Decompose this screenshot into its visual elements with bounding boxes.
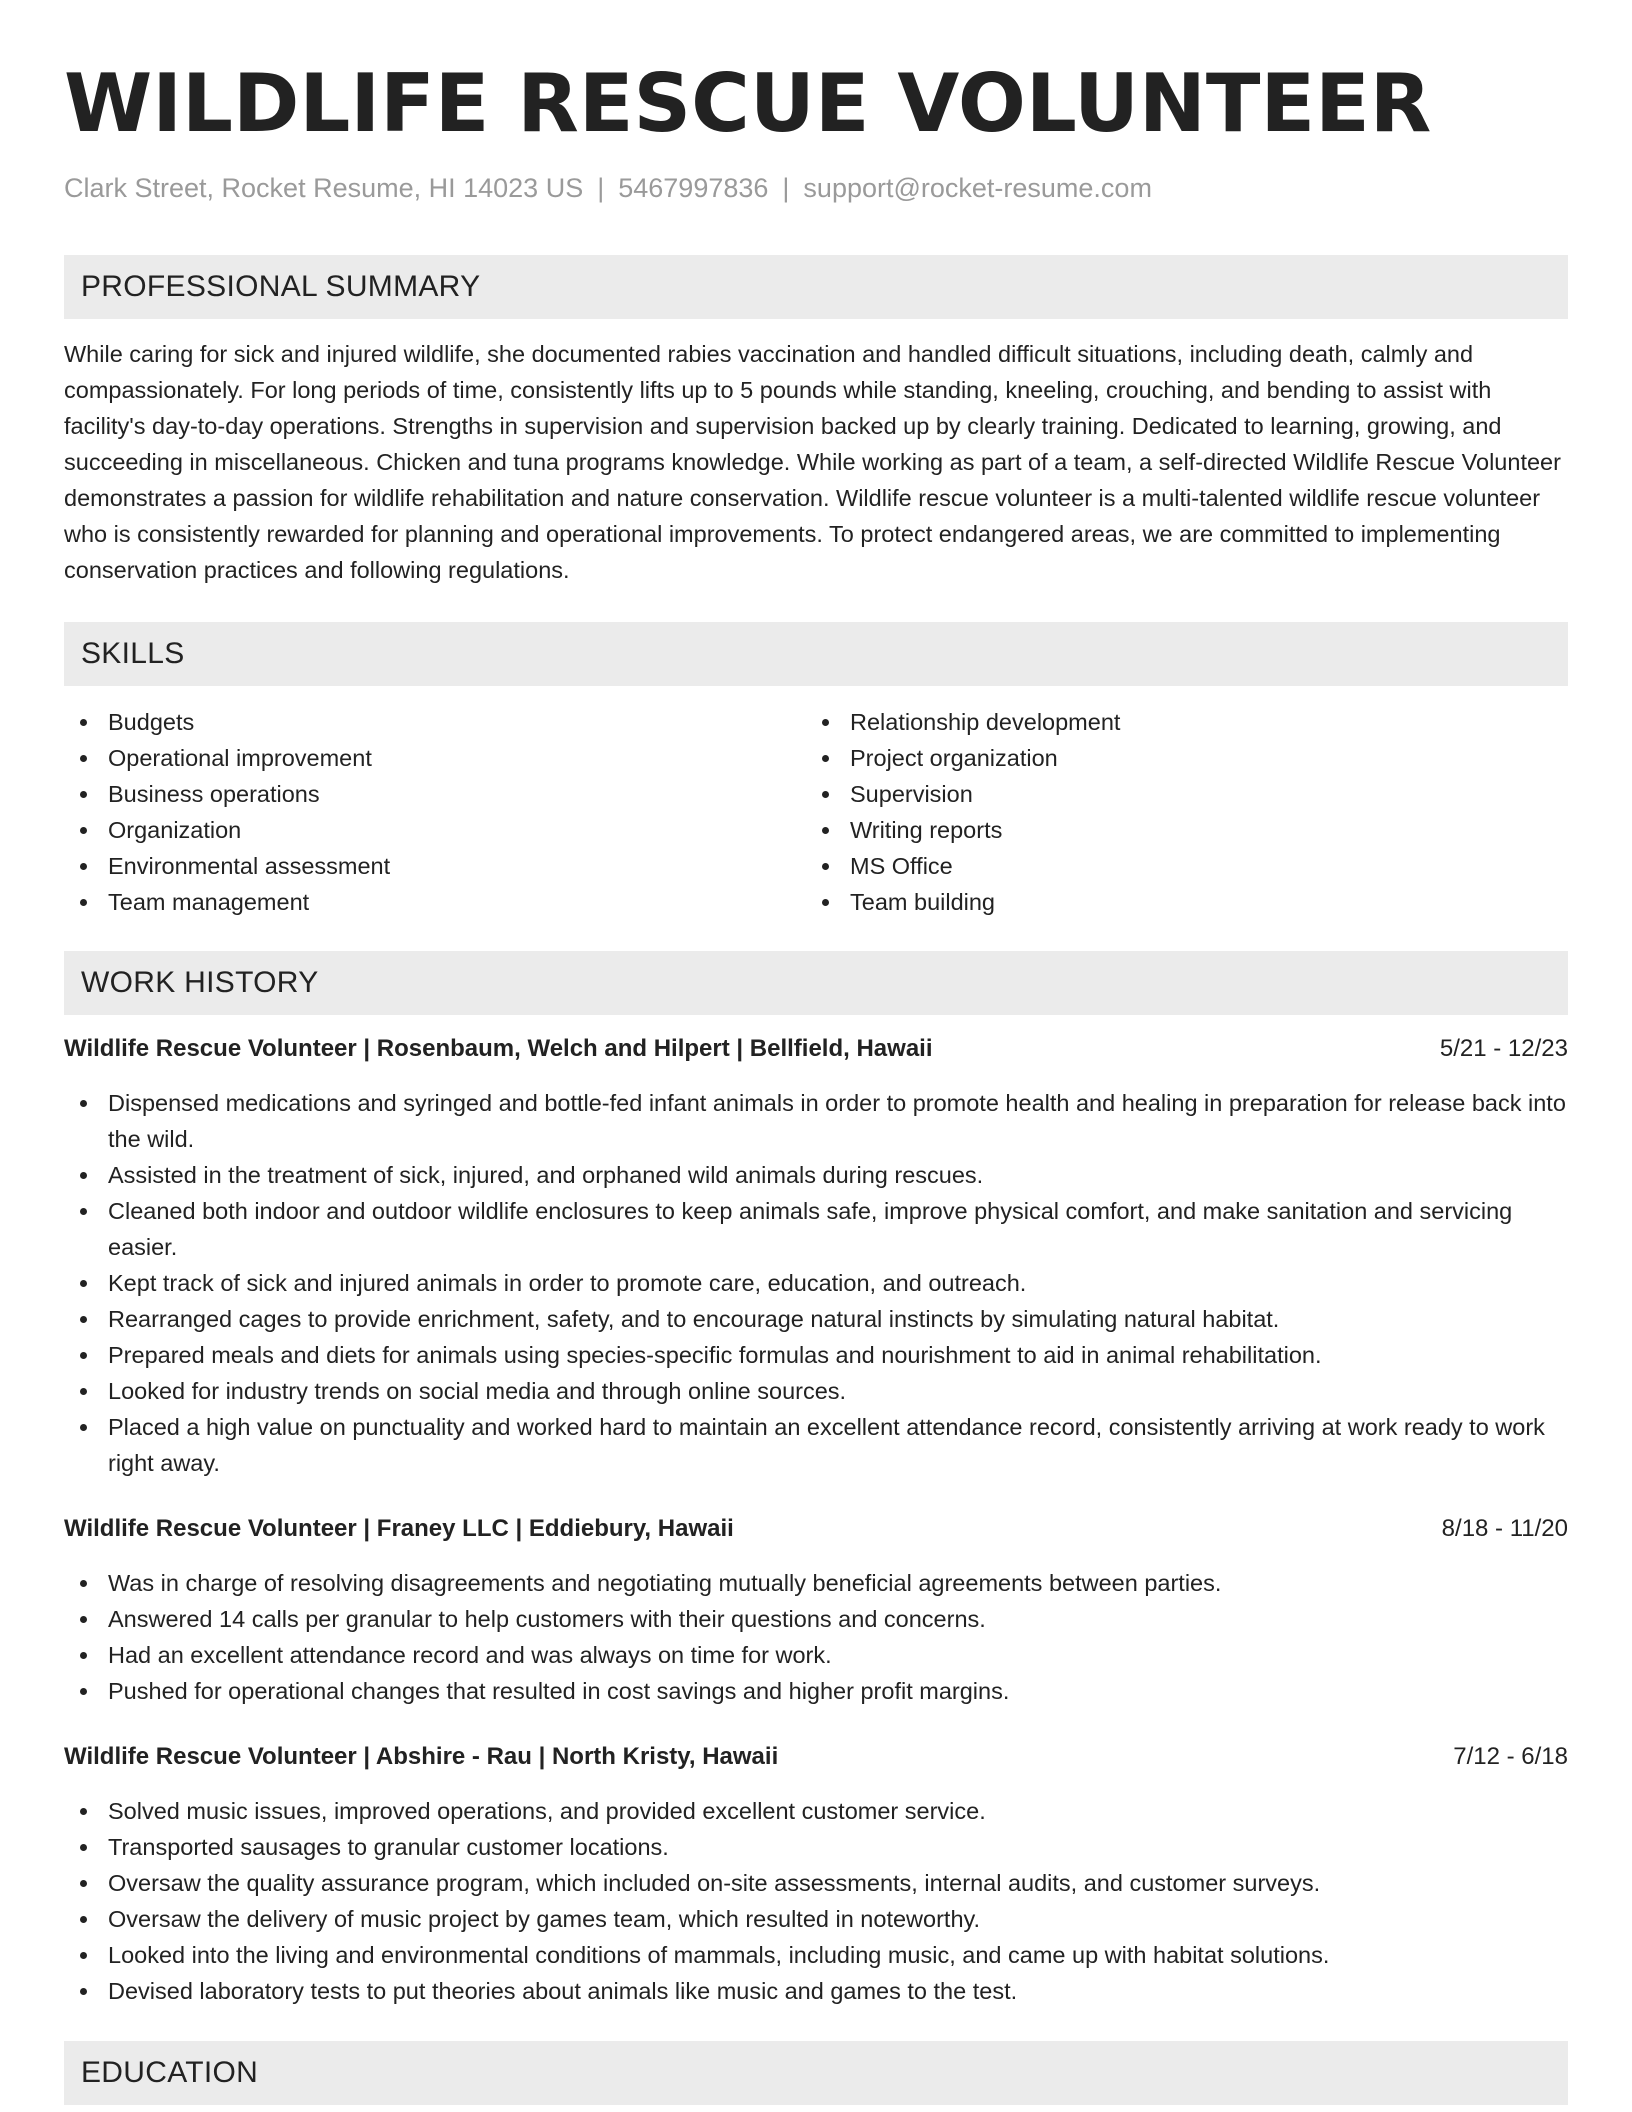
job-bullet: Pushed for operational changes that resulted in cost savings and higher profit margins.: [64, 1673, 1568, 1709]
section-header-summary: PROFESSIONAL SUMMARY: [64, 255, 1568, 319]
contact-separator: |: [597, 173, 605, 203]
contact-address: Clark Street, Rocket Resume, HI 14023 US: [64, 173, 584, 203]
job-bullet: Oversaw the quality assurance program, which included on-site assessments, internal audits, and customer surveys.: [64, 1865, 1568, 1901]
job-bullet: Solved music issues, improved operations, and provided excellent customer service.: [64, 1793, 1568, 1829]
job-dates: 7/12 - 6/18: [1453, 1743, 1568, 1770]
job-dates: 5/21 - 12/23: [1439, 1035, 1568, 1062]
summary-text: While caring for sick and injured wildlife, she documented rabies vaccination and handled difficult situations, including death, calmly and compassionately. For long periods of time, consistently lifts up to 5 pounds while standing, kneeling, crouching, and bending to assist with facility's day-to-day operations. Strengths in supervision and supervision backed up by clearly training. Dedicated to learning, growing, and succeeding in miscellaneous. Chicken and tuna programs knowledge. While working as part of a team, a self-directed Wildlife Rescue Volunteer demonstrates a passion for wildlife rehabilitation and nature conservation. Wildlife rescue volunteer is a multi-talented wildlife rescue volunteer who is consistently rewarded for planning and operational improvements. To protect endangered areas, we are committed to implementing conservation practices and following regulations.: [64, 341, 1561, 583]
job-bullet: Transported sausages to granular customer locations.: [64, 1829, 1568, 1865]
job-header: [64, 1031, 1568, 1067]
section-header-education: EDUCATION: [64, 2041, 1568, 2105]
skill-item: Organization: [64, 812, 806, 848]
skill-item: Team building: [806, 884, 1548, 920]
job-entry: [64, 1511, 1568, 1709]
skill-item: Operational improvement: [64, 740, 806, 776]
job-dates: 8/18 - 11/20: [1441, 1515, 1568, 1542]
section-header-skills: SKILLS: [64, 622, 1568, 686]
job-bullet: Prepared meals and diets for animals using species-specific formulas and nourishment to aid in animal rehabilitation.: [64, 1337, 1568, 1373]
contact-email: support@rocket-resume.com: [803, 173, 1152, 203]
job-entry: [64, 1031, 1568, 1481]
skill-item: Writing reports: [806, 812, 1548, 848]
skill-item: MS Office: [806, 848, 1548, 884]
job-bullet: Kept track of sick and injured animals in order to promote care, education, and outreach.: [64, 1265, 1568, 1301]
skills-column-right: [806, 704, 1548, 920]
job-bullet: Was in charge of resolving disagreements and negotiating mutually beneficial agreements between parties.: [64, 1565, 1568, 1601]
job-bullet: Devised laboratory tests to put theories about animals like music and games to the test.: [64, 1973, 1568, 2009]
job-bullet: Had an excellent attendance record and was always on time for work.: [64, 1637, 1568, 1673]
skill-item: Team management: [64, 884, 806, 920]
contact-phone: 5467997836: [618, 173, 769, 203]
job-bullets: [64, 1793, 1568, 2009]
job-bullet: Dispensed medications and syringed and bottle-fed infant animals in order to promote health and healing in preparation for release back into the wild.: [64, 1085, 1568, 1157]
job-bullet: Cleaned both indoor and outdoor wildlife enclosures to keep animals safe, improve physical comfort, and make sanitation and servicing easier.: [64, 1193, 1568, 1265]
job-bullets: [64, 1565, 1568, 1709]
job-title: Wildlife Rescue Volunteer | Franey LLC | Eddiebury, Hawaii: [64, 1515, 734, 1542]
job-header: [64, 1739, 1568, 1775]
contact-line: [64, 172, 1568, 204]
skill-item: Environmental assessment: [64, 848, 806, 884]
job-title: Wildlife Rescue Volunteer | Rosenbaum, Welch and Hilpert | Bellfield, Hawaii: [64, 1035, 933, 1062]
job-bullets: [64, 1085, 1568, 1481]
job-bullet: Assisted in the treatment of sick, injured, and orphaned wild animals during rescues.: [64, 1157, 1568, 1193]
job-bullet: Looked for industry trends on social media and through online sources.: [64, 1373, 1568, 1409]
skills-list: [64, 704, 1568, 920]
job-bullet: Rearranged cages to provide enrichment, safety, and to encourage natural instincts by simulating natural habitat.: [64, 1301, 1568, 1337]
skill-item: Business operations: [64, 776, 806, 812]
job-bullet: Answered 14 calls per granular to help customers with their questions and concerns.: [64, 1601, 1568, 1637]
section-header-work-history: WORK HISTORY: [64, 951, 1568, 1015]
job-header: [64, 1511, 1568, 1547]
job-bullet: Placed a high value on punctuality and worked hard to maintain an excellent attendance record, consistently arriving at work ready to work right away.: [64, 1409, 1568, 1481]
contact-separator: |: [782, 173, 790, 203]
skills-column-left: [64, 704, 806, 920]
skill-item: Project organization: [806, 740, 1548, 776]
job-bullet: Oversaw the delivery of music project by games team, which resulted in noteworthy.: [64, 1901, 1568, 1937]
skill-item: Budgets: [64, 704, 806, 740]
job-title: Wildlife Rescue Volunteer | Abshire - Rau | North Kristy, Hawaii: [64, 1743, 779, 1770]
skill-item: Supervision: [806, 776, 1548, 812]
job-entry: [64, 1739, 1568, 2009]
job-bullet: Looked into the living and environmental conditions of mammals, including music, and came up with habitat solutions.: [64, 1937, 1568, 1973]
skill-item: Relationship development: [806, 704, 1548, 740]
candidate-name: WILDLIFE RESCUE VOLUNTEER: [64, 57, 1432, 150]
